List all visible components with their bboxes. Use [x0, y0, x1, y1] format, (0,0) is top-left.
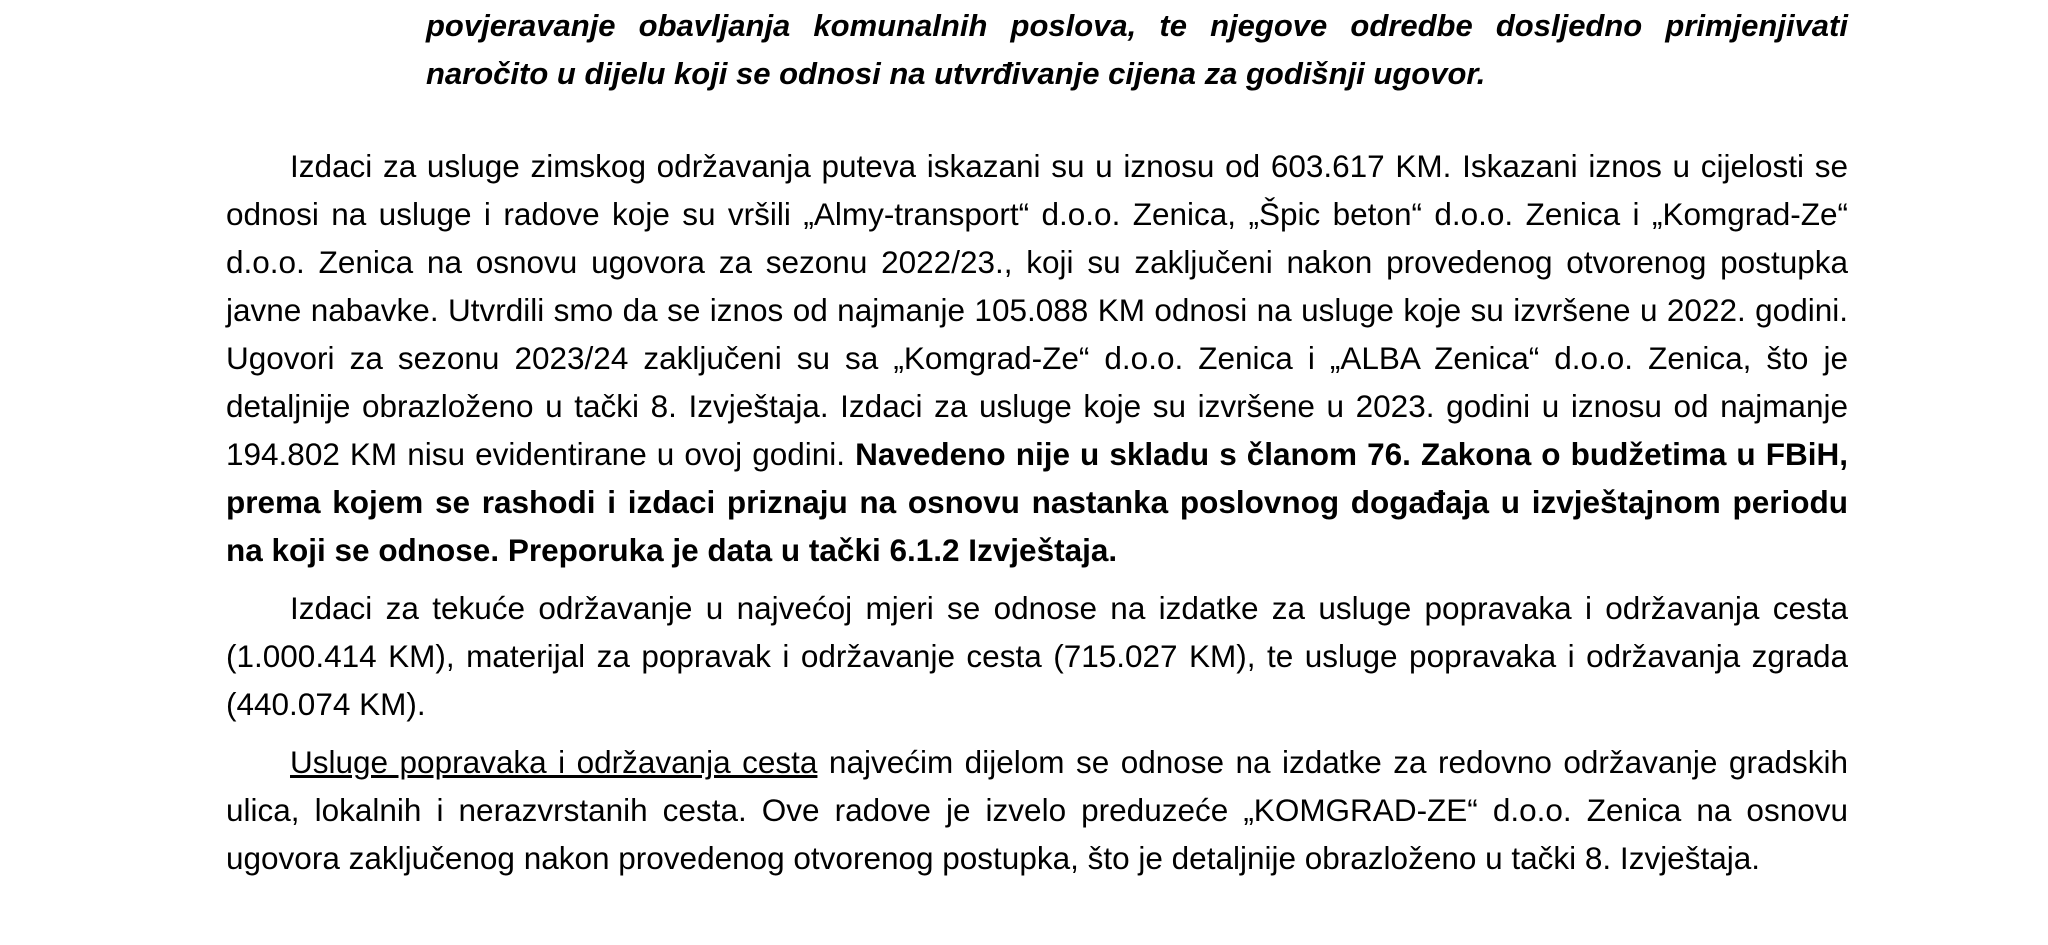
- paragraph-road-repair: [226, 738, 1848, 882]
- paragraph-current-maintenance: [226, 584, 1848, 728]
- document-body: [226, 142, 1848, 892]
- paragraph-road-repair-text: najvećim dijelom se odnose na izdatke za redovno održavanje gradskih ulica, lokalnih i nerazvrstanih cesta. Ove radove je izvelo preduzeće „KOMGRAD-ZE“ d.o.o. Zenica na osnovu ugovora zaključenog nakon provedenog otvorenog postupka, što je detaljnije obrazloženo u tački 8. Izvještaja.: [226, 744, 1848, 876]
- road-repair-heading: Usluge popravaka i održavanja cesta: [290, 744, 818, 780]
- finding-bold-text: Navedeno nije u skladu s članom 76. Zakona o budžetima u FBiH, prema kojem se rashodi i izdaci priznaju na osnovu nastanka poslovnog događaja u izvještajnom periodu na koji se odnose. Preporuka je data u tački 6.1.2 Izvještaja.: [226, 436, 1848, 568]
- paragraph-winter-maintenance-text: Izdaci za usluge zimskog održavanja puteva iskazani su u iznosu od 603.617 KM. Iskazani iznos u cijelosti se odnosi na usluge i radove koje su vršili „Almy-transport“ d.o.o. Zenica, „Špic beton“ d.o.o. Zenica i „Komgrad-Ze“ d.o.o. Zenica na osnovu ugovora za sezonu 2022/23., koji su zaključeni nakon provedenog otvorenog postupka javne nabavke. Utvrdili smo da se iznos od najmanje 105.088 KM odnosi na usluge koje su izvršene u 2022. godini. Ugovori za sezonu 2023/24 zaključeni su sa „Komgrad-Ze“ d.o.o. Zenica i „ALBA Zenica“ d.o.o. Zenica, što je detaljnije obrazloženo u tački 8. Izvještaja. Izdaci za usluge koje su izvršene u 2023. godini u iznosu od najmanje 194.802 KM nisu evidentirane u ovoj godini.: [226, 148, 1848, 472]
- paragraph-current-maintenance-text: Izdaci za tekuće održavanje u najvećoj mjeri se odnose na izdatke za usluge popravaka i održavanja cesta (1.000.414 KM), materijal za popravak i održavanje cesta (715.027 KM), te usluge popravaka i održavanja zgrada (440.074 KM).: [226, 590, 1848, 722]
- intro-recommendation-text: povjeravanje obavljanja komunalnih poslova, te njegove odredbe dosljedno primjenjivati naročito u dijelu koji se odnosi na utvrđivanje cijena za godišnji ugovor.: [426, 8, 1848, 91]
- paragraph-winter-maintenance: [226, 142, 1848, 574]
